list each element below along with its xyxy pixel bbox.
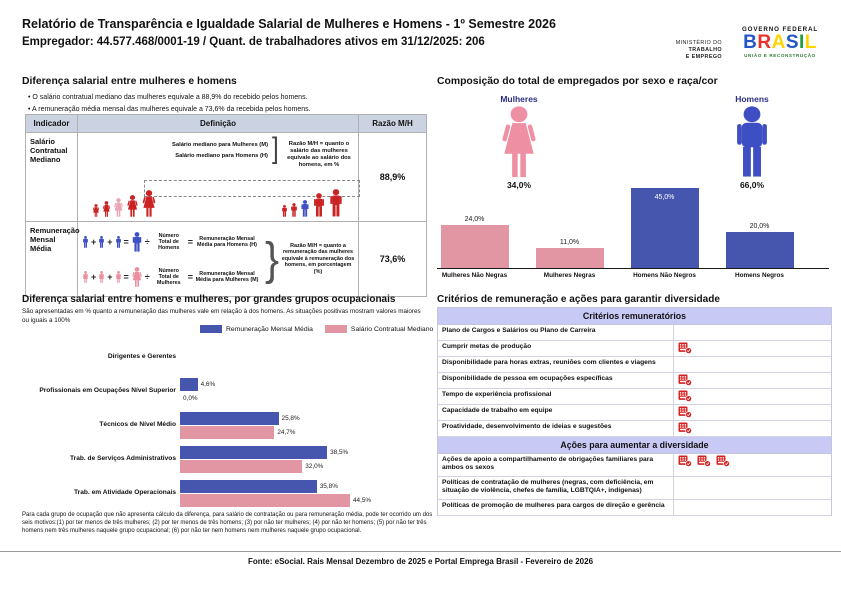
criteria-label: Tempo de experiência profissional bbox=[442, 391, 552, 398]
divide-sign: ÷ bbox=[144, 271, 150, 282]
ministry-logo bbox=[640, 40, 722, 60]
brand-letter: A bbox=[771, 32, 786, 53]
nao-icons-cell bbox=[673, 389, 831, 404]
criteria-row bbox=[438, 389, 831, 405]
plus-sign: + bbox=[107, 271, 113, 282]
criteria-table bbox=[437, 307, 832, 516]
bar-value-label: 32,0% bbox=[305, 462, 324, 470]
category-label: Mulheres Não Negras bbox=[441, 272, 508, 279]
gov-tagline: UNIÃO E RECONSTRUÇÃO bbox=[744, 53, 816, 58]
occupation-group bbox=[22, 476, 434, 510]
criteria-label: Cumprir metas de produção bbox=[442, 343, 532, 350]
gap-section-title: Diferença salarial entre mulheres e homens bbox=[22, 76, 237, 87]
nao-icons-cell bbox=[673, 500, 831, 515]
bar-media bbox=[180, 378, 198, 391]
nao-icon bbox=[716, 455, 730, 467]
ratio-value: 88,9% bbox=[379, 172, 406, 182]
governo-federal-label: GOVERNO FEDERAL bbox=[741, 26, 819, 33]
bar-value-label: 25,8% bbox=[281, 414, 300, 422]
people-illustration bbox=[86, 169, 350, 217]
indicator-label: Salário Contratual Mediano bbox=[26, 133, 78, 221]
gap-table-header bbox=[26, 115, 426, 133]
bar-value-label: 38,5% bbox=[330, 448, 349, 456]
criteria-title: Critérios de remuneração e ações para garantir diversidade bbox=[437, 294, 720, 305]
group-label: Técnicos de Nível Médio bbox=[99, 421, 176, 429]
woman-icon-large bbox=[469, 106, 569, 178]
ministry-line-1: MINISTÉRIO DO bbox=[675, 40, 722, 46]
bar-mediano bbox=[180, 460, 302, 473]
bar-mulheres-negras bbox=[536, 248, 604, 268]
occupation-footnote: Para cada grupo de ocupação que não apresenta cálculo da diferença, para salário de contratação ou para remuneração média, pode ter ocorrido um dos seis motivos:(1) por ter menos de três mulheres; (2) por ter menos de três homens; (3) por não ter mulheres; (4) por não ter homens; (5) por não ter três homens nem três mulheres naquele grupo ocupacional; (6) por não ter nem homens nem mulheres naquele grupo ocupacional. bbox=[22, 512, 433, 534]
nao-icon bbox=[678, 455, 692, 467]
bar-homens-negros bbox=[726, 232, 794, 268]
nao-icons-cell bbox=[673, 373, 831, 388]
bar-value-label: 24,0% bbox=[464, 216, 485, 224]
equals-sign: = bbox=[187, 236, 194, 247]
composition-bar-chart bbox=[427, 188, 807, 268]
nao-icons-cell bbox=[673, 477, 831, 499]
composition-categories bbox=[427, 272, 807, 279]
criteria-label: Políticas de promoção de mulheres para cargos de direção e gerência bbox=[442, 502, 665, 509]
ministry-line-3: E EMPREGO bbox=[685, 53, 722, 60]
criteria-row bbox=[438, 373, 831, 389]
brand-letter: L bbox=[804, 32, 817, 53]
men-percentage: 66,0% bbox=[739, 180, 765, 190]
ministry-line-2: TRABALHO bbox=[688, 46, 722, 53]
nao-icon bbox=[678, 342, 692, 354]
bar-value-label: 35,8% bbox=[319, 482, 338, 490]
man-icon bbox=[98, 236, 105, 248]
men-result-label: Remuneração Mensal Média para Homens (H) bbox=[197, 235, 257, 248]
employer-line: Empregador: 44.577.468/0001-19 / Quant. de trabalhadores ativos em 31/12/2025: 206 bbox=[22, 36, 485, 48]
gap-bullets bbox=[28, 92, 311, 116]
footer-divider bbox=[0, 551, 841, 552]
bar-mediano bbox=[180, 426, 274, 439]
equals-sign: = bbox=[123, 236, 129, 247]
bar-value-label: 11,0% bbox=[559, 239, 580, 247]
woman-icon bbox=[98, 271, 105, 283]
nao-icon bbox=[678, 406, 692, 418]
women-average-equation bbox=[82, 261, 264, 292]
divide-sign: ÷ bbox=[144, 236, 150, 247]
men-divisor-label: Número Total de Homens bbox=[158, 232, 180, 251]
big-man-icon bbox=[131, 232, 143, 252]
criteria-row bbox=[438, 325, 831, 341]
bar-column bbox=[712, 188, 807, 268]
col-definicao: Definição bbox=[78, 115, 359, 132]
bar-mulheres-nao-negras bbox=[441, 225, 509, 268]
women-percentage: 34,0% bbox=[506, 180, 532, 190]
bar-column bbox=[617, 188, 712, 268]
group-label: Dirigentes e Gerentes bbox=[107, 353, 176, 361]
criteria-label: Ações de apoio a compartilhamento de obrigações familiares para ambos os sexos bbox=[442, 456, 654, 471]
women-divisor-label: Número Total de Mulheres bbox=[156, 267, 181, 286]
brand-letter: R bbox=[757, 32, 772, 53]
definition-cell bbox=[78, 222, 359, 296]
women-group-label: Mulheres bbox=[500, 94, 538, 104]
criteria-row bbox=[438, 357, 831, 373]
plus-sign: + bbox=[107, 236, 113, 247]
nao-icon bbox=[678, 374, 692, 386]
woman-icon bbox=[115, 271, 122, 283]
gap-bullet-1: • O salário contratual mediano das mulheres equivale a 88,9% do recebido pelos homens. bbox=[28, 92, 311, 104]
category-label: Homens Não Negros bbox=[633, 272, 696, 279]
occupation-group bbox=[22, 340, 434, 374]
bar-value-label: 24,7% bbox=[277, 428, 296, 436]
legend-swatch-pink bbox=[325, 325, 347, 333]
nao-icon bbox=[697, 455, 711, 467]
table-row-remuneracao-media bbox=[26, 222, 426, 297]
criteria-label: Disponibilidade para horas extras, reuniões com clientes e viagens bbox=[442, 359, 656, 366]
criteria-label: Capacidade de trabalho em equipe bbox=[442, 407, 553, 414]
occupation-subtitle: São apresentadas em % quanto a remuneração das mulheres vale em relação à dos homens. As situações positivas mostram valores maiores ou iguais a 100% bbox=[22, 308, 421, 324]
ratio-value: 73,6% bbox=[379, 254, 406, 264]
criteria-row bbox=[438, 341, 831, 357]
bar-value-label: 20,0% bbox=[749, 223, 770, 231]
big-woman-icon bbox=[131, 267, 143, 287]
occupation-bar-chart bbox=[22, 340, 434, 510]
men-average-equation bbox=[82, 226, 264, 257]
brasil-wordmark bbox=[727, 33, 833, 53]
category-label: Mulheres Negras bbox=[543, 272, 596, 279]
nao-icons-cell bbox=[673, 421, 831, 436]
legend-item-mediano bbox=[325, 325, 433, 333]
criteria-label: Políticas de contratação de mulheres (negras, com deficiência, em situação de violência, chefes de família, LGBTQIA+, indígenas) bbox=[442, 479, 654, 494]
def-line-women: Salário mediano para Mulheres (M) bbox=[172, 142, 268, 148]
x-axis-line bbox=[437, 268, 829, 269]
criteria-row bbox=[438, 477, 831, 500]
nao-icons-cell bbox=[673, 405, 831, 420]
gap-bullet-2: • A remuneração média mensal das mulheres equivale a 73,6% da recebida pelos homens. bbox=[28, 104, 311, 116]
legend-item-media bbox=[200, 325, 313, 333]
group-label: Profissionais em Ocupações Nível Superior bbox=[39, 387, 176, 395]
brace-glyph: } bbox=[264, 232, 279, 285]
composition-title: Composição do total de empregados por sexo e raça/cor bbox=[437, 76, 718, 87]
bar-column bbox=[522, 188, 617, 268]
men-figures bbox=[281, 189, 344, 217]
def-line-men: Salário mediano para Homens (H) bbox=[175, 153, 268, 159]
bar-column bbox=[427, 188, 522, 268]
governo-federal-logo bbox=[727, 26, 833, 58]
group-label: Trab. em Atividade Operacionais bbox=[74, 489, 176, 497]
man-icon bbox=[82, 236, 89, 248]
bar-media bbox=[180, 480, 317, 493]
plus-sign: + bbox=[91, 271, 97, 282]
bar-value-label: 0,0% bbox=[183, 394, 198, 402]
nao-icons-cell bbox=[673, 357, 831, 372]
nao-icon bbox=[678, 422, 692, 434]
nao-icons-cell bbox=[673, 454, 831, 476]
equals-sign: = bbox=[187, 271, 194, 282]
brand-letter: B bbox=[743, 32, 758, 53]
women-figures bbox=[92, 190, 157, 217]
men-group-label: Homens bbox=[735, 94, 769, 104]
nao-icons-cell bbox=[673, 325, 831, 340]
criteria-row bbox=[438, 500, 831, 516]
category-label: Homens Negros bbox=[734, 272, 784, 279]
bar-media bbox=[180, 412, 279, 425]
bar-media bbox=[180, 446, 327, 459]
criteria-row bbox=[438, 454, 831, 477]
criteria-label: Disponibilidade de pessoa em ocupações específicas bbox=[442, 375, 613, 382]
bar-mediano bbox=[180, 494, 350, 507]
bar-value-label: 45,0% bbox=[654, 193, 675, 201]
nao-icons-cell bbox=[673, 341, 831, 356]
band-criterios-remuneratorios: Critérios remuneratórios bbox=[438, 308, 831, 325]
bracket-glyph: ] bbox=[272, 131, 279, 166]
brand-letter: S bbox=[785, 32, 799, 53]
woman-icon bbox=[82, 271, 89, 283]
band-acoes-diversidade: Ações para aumentar a diversidade bbox=[438, 437, 831, 454]
criteria-row bbox=[438, 421, 831, 437]
nao-icon bbox=[678, 390, 692, 402]
women-result-label: Remuneração Mensal Média para Mulheres (M) bbox=[195, 270, 259, 283]
bar-value-label: 44,5% bbox=[352, 496, 372, 504]
criteria-label: Plano de Cargos e Salários ou Plano de Carreira bbox=[442, 327, 596, 334]
table-row-salario-mediano bbox=[26, 133, 426, 222]
plus-sign: + bbox=[91, 236, 97, 247]
ratio-explanation: Razão M/H = quanto a remuneração das mulheres equivale à remuneração dos homens, em porcentagem (%) bbox=[281, 242, 355, 275]
brand-letter: I bbox=[799, 32, 805, 53]
occupation-legend bbox=[200, 325, 433, 333]
ratio-explanation: Razão M/H = quanto o salário das mulheres equivale ao salário dos homens, em % bbox=[287, 141, 351, 168]
man-icon bbox=[115, 236, 122, 248]
col-razao: Razão M/H bbox=[359, 115, 426, 132]
occupation-group bbox=[22, 442, 434, 476]
col-indicador: Indicador bbox=[26, 115, 78, 132]
equals-sign: = bbox=[123, 271, 129, 282]
footer-source: Fonte: eSocial. Rais Mensal Dezembro de 2025 e Portal Emprega Brasil - Fevereiro de 2026 bbox=[247, 557, 594, 566]
bar-value-label: 4,6% bbox=[200, 380, 216, 388]
criteria-row bbox=[438, 405, 831, 421]
indicator-label: Remuneração Mensal Média bbox=[26, 222, 78, 296]
definition-cell bbox=[78, 133, 359, 221]
gap-table bbox=[25, 114, 427, 297]
occupation-group bbox=[22, 408, 434, 442]
legend-label: Salário Contratual Mediano bbox=[350, 325, 434, 333]
criteria-label: Proatividade, desenvolvimento de ideias e sugestões bbox=[442, 423, 612, 430]
page-title: Relatório de Transparência e Igualdade Salarial de Mulheres e Homens - 1º Semestre 2026 bbox=[22, 17, 556, 31]
definition-lines bbox=[140, 140, 268, 162]
group-label: Trab. de Serviços Administrativos bbox=[69, 455, 176, 463]
occupation-group bbox=[22, 374, 434, 408]
man-icon-large bbox=[702, 106, 802, 178]
legend-swatch-blue bbox=[200, 325, 222, 333]
legend-label: Remuneração Mensal Média bbox=[226, 325, 313, 333]
occupation-title: Diferença salarial entre homens e mulheres, por grandes grupos ocupacionais bbox=[22, 294, 396, 305]
